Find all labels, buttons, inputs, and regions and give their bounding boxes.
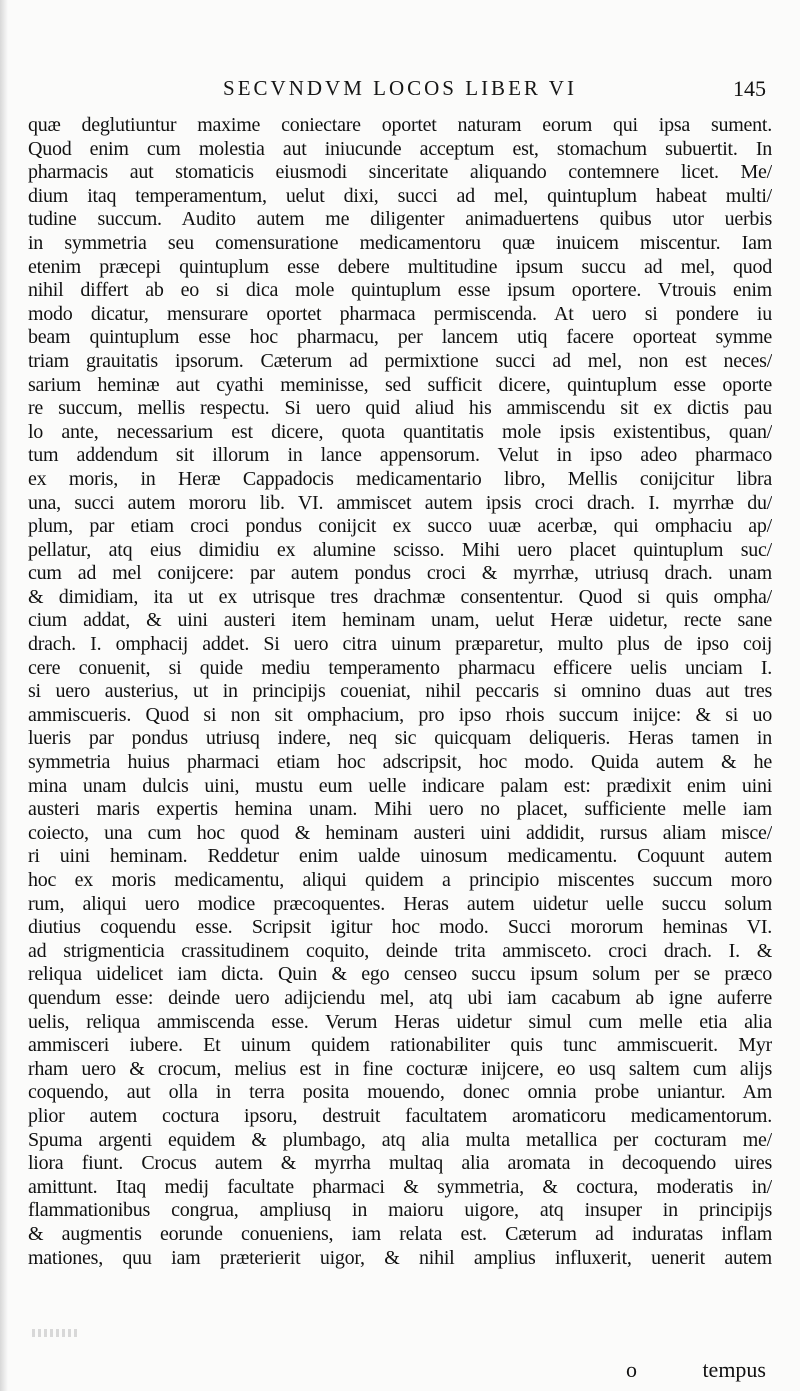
footer-row: [28, 1357, 772, 1383]
text-line: plior autem coctura ipsoru, destruit facultatem aromaticoru medicamentorum.: [28, 1104, 772, 1127]
text-line: cere conuenit, si quide mediu temperamento pharmacu efficere uelis unciam I.: [28, 656, 772, 679]
text-line: Spuma argenti equidem & plumbago, atq alia multa metallica per cocturam me/: [28, 1128, 772, 1151]
text-line: coiecto, una cum hoc quod & heminam austeri uini addidit, rursus aliam misce/: [28, 821, 772, 844]
text-line: una, succi autem mororu lib. VI. ammiscet autem ipsis croci drach. I. myrrhæ du/: [28, 491, 772, 514]
text-line: quæ deglutiuntur maxime coniectare oportet naturam eorum qui ipsa sument.: [28, 114, 772, 136]
text-line: austeri maris expertis hemina unam. Mihi uero no placet, sufficiente melle iam: [28, 798, 772, 821]
text-line: amittunt. Itaq medij facultate pharmaci & symmetria, & coctura, moderatis in/: [28, 1175, 772, 1198]
text-line: beam quintuplum esse hoc pharmacu, per lancem utiq facere oporteat symme: [28, 326, 772, 349]
text-line: drach. I. omphacij addet. Si uero citra uinum præparetur, multo plus de ipso coij: [28, 633, 772, 656]
signature-mark: o: [626, 1357, 637, 1382]
text-line: si uero austerius, ut in principijs coueniat, nihil peccaris si omnino duas aut tres: [28, 680, 772, 703]
text-line: pharmacis aut stomaticis eiusmodi sinceritate aliquando contemnere licet. Me/: [28, 161, 772, 184]
text-line: plum, par etiam croci pondus conijcit ex succo uuæ acerbæ, qui omphaciu ap/: [28, 515, 772, 538]
text-line: lo ante, necessarium est dicere, quota quantitatis mole ipsis existentibus, quan/: [28, 420, 772, 443]
text-line: uelis, reliqua ammiscenda esse. Verum Heras uidetur simul cum melle etia alia: [28, 1010, 772, 1033]
text-line: nihil differt ab eo si dica mole quintuplum esse ipsum oportere. Vtrouis enim: [28, 279, 772, 302]
text-line: ad strigmenticia crassitudinem coquito, deinde trita ammisceto. croci drach. I. &: [28, 939, 772, 962]
text-line: rham uero & crocum, melius est in fine cocturæ inijcere, eo usq saltem cum alijs: [28, 1057, 772, 1080]
text-line: flammationibus congrua, ampliusq in maioru uigore, atq insuper in principijs: [28, 1199, 772, 1222]
text-line: quendum esse: deinde uero adijciendu mel, atq ubi iam cacabum ab igne auferre: [28, 986, 772, 1009]
text-line: diutius coquendu esse. Scripsit igitur hoc modo. Succi mororum heminas VI.: [28, 916, 772, 939]
text-line: triam grauitatis ipsorum. Cæterum ad permixtione succi ad mel, non est neces/: [28, 349, 772, 372]
text-line: tum addendum sit illorum in lance appensorum. Velut in ipso adeo pharmaco: [28, 444, 772, 467]
text-line: modo dicatur, mensurare oportet pharmaca permiscenda. At uero si pondere iu: [28, 302, 772, 325]
text-line: re succum, mellis respectu. Si uero quid aliud his ammiscendu sit ex dictis pau: [28, 397, 772, 420]
text-line: lueris par pondus utriusq indere, neq sic quicquam deliqueris. Heras tamen in: [28, 727, 772, 750]
text-line: mina unam dulcis uini, mustu eum uelle indicare palam est: prædixit enim uini: [28, 774, 772, 797]
bleed-through-mark: [32, 1329, 78, 1337]
text-line: dium itaq temperamentum, uelut dixi, succi ad mel, quintuplum habeat multi/: [28, 184, 772, 207]
running-head: [26, 76, 774, 106]
text-line: mationes, quu iam præterierit uigor, & nihil amplius influxerit, uenerit autem: [28, 1246, 772, 1269]
text-line: tudine succum. Audito autem me diligenter animaduertens quibus utor uerbis: [28, 208, 772, 231]
text-line: rum, aliqui uero modice præcoquentes. Heras autem uidetur uelle succu solum: [28, 892, 772, 915]
text-line: sarium heminæ aut cyathi meminisse, sed sufficit dicere, quintuplum esse oporte: [28, 373, 772, 396]
text-line: liora fiunt. Crocus autem & myrrha multaq alia aromata in decoquendo uires: [28, 1152, 772, 1175]
text-line: cium addat, & uini austeri item heminam unam, uelut Heræ uidetur, recte sane: [28, 609, 772, 632]
text-line: ri uini heminam. Reddetur enim ualde uinosum medicamentu. Coquunt autem: [28, 845, 772, 868]
running-title: SECVNDVM LOCOS LIBER VI: [223, 76, 577, 100]
text-line: Quod enim cum molestia aut iniucunde acceptum est, stomachum subuertit. In: [28, 137, 772, 160]
text-line: cum ad mel conijcere: par autem pondus croci & myrrhæ, utriusq drach. unam: [28, 562, 772, 585]
text-line: reliqua uidelicet iam dicta. Quin & ego censeo succu ipsum solum per se præco: [28, 963, 772, 986]
text-line: hoc ex moris medicamentu, aliqui quidem a principio miscentes succum moro: [28, 869, 772, 891]
text-line: coquendo, aut olla in terra posita mouendo, donec omnia probe uniantur. Am: [28, 1081, 772, 1104]
page-number: 145: [733, 76, 766, 101]
catchword: tempus: [702, 1357, 766, 1382]
text-line: & augmentis eorunde conueniens, iam relata est. Cæterum ad induratas inflam: [28, 1222, 772, 1245]
body-text: [28, 114, 772, 1270]
text-line: in symmetria seu comensuratione medicamentoru quæ inuicem miscentur. Iam: [28, 231, 772, 254]
text-line: ammiscueris. Quod si non sit omphacium, pro ipso rhois succum inijce: & si uo: [28, 703, 772, 726]
text-line: symmetria huius pharmaci etiam hoc adscripsit, hoc modo. Quida autem & he: [28, 751, 772, 774]
text-line: etenim præcepi quintuplum esse debere multitudine ipsum succu ad mel, quod: [28, 255, 772, 278]
text-line: & dimidiam, ita ut ex utrisque tres drachmæ consententur. Quod si quis ompha/: [28, 585, 772, 608]
text-line: pellatur, atq eius dimidiu ex alumine scisso. Mihi uero placet quintuplum suc/: [28, 538, 772, 561]
page-edge-shadow: [0, 0, 8, 1391]
text-line: ex moris, in Heræ Cappadocis medicamentario libro, Mellis conijcitur libra: [28, 467, 772, 490]
text-line: ammisceri iubere. Et uinum quidem rationabiliter quis tunc ammiscuerit. Myr: [28, 1034, 772, 1057]
